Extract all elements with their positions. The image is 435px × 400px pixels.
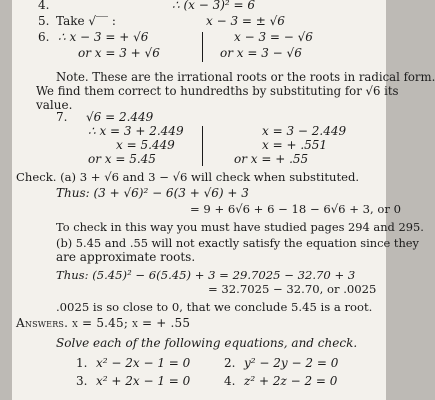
- check-paragraph-2: .0025 is so close to 0, that we conclude 5.45 is a root.: [56, 300, 373, 314]
- step-6-left-line-2: or x = 3 + √6: [78, 46, 160, 60]
- step-4-equation: ∴ (x − 3)² = 6: [172, 0, 256, 12]
- step-7-divider: [202, 126, 203, 166]
- check-a: Check. (a) 3 + √6 and 3 − √6 will check when substituted.: [16, 170, 360, 184]
- exercise-number: 2.: [224, 356, 236, 370]
- exercise-number: 3.: [76, 374, 88, 388]
- exercise-equation: y² − 2y − 2 = 0: [244, 356, 339, 370]
- step-7-left-line-4: or x = 5.45: [88, 152, 156, 166]
- step-5-number: 5.: [38, 14, 50, 28]
- answers-line: Answers. x = 5.45; x = + .55: [16, 316, 191, 330]
- step-6-number: 6.: [38, 30, 50, 44]
- check-thus-1-result: = 9 + 6√6 + 6 − 18 − 6√6 + 3, or 0: [190, 202, 401, 216]
- note-line-1: Note. These are the irrational roots or the roots in radical form.: [56, 70, 435, 84]
- step-6-divider: [202, 32, 203, 62]
- step-5-label: Take √‾‾ :: [56, 14, 116, 28]
- step-6-left-line-1: ∴ x − 3 = + √6: [58, 30, 149, 44]
- exercise-equation: x² − 2x − 1 = 0: [96, 356, 191, 370]
- note-line-2: We find them correct to hundredths by substituting for √6 its: [36, 84, 399, 98]
- textbook-page: [12, 0, 435, 400]
- step-7-number: 7.: [56, 110, 68, 124]
- step-7-left-line-2: ∴ x = 3 + 2.449: [88, 124, 184, 138]
- check-thus-1: Thus: (3 + √6)² − 6(3 + √6) + 3: [56, 186, 249, 200]
- step-7-left-line-3: x = 5.449: [116, 138, 175, 152]
- exercise-instruction: Solve each of the following equations, and check.: [56, 336, 358, 350]
- exercise-equation: z² + 2z − 2 = 0: [244, 374, 338, 388]
- step-4-number: 4.: [38, 0, 50, 12]
- exercise-number: 1.: [76, 356, 88, 370]
- check-b-line-2: are approximate roots.: [56, 250, 196, 264]
- step-5-equation: x − 3 = ± √6: [206, 14, 285, 28]
- step-7-right-line-3: or x = + .55: [234, 152, 309, 166]
- step-7-right-line-2: x = + .551: [262, 138, 328, 152]
- note-line-3: value.: [36, 98, 73, 112]
- check-thus-2: Thus: (5.45)² − 6(5.45) + 3 = 29.7025 − 32.70 + 3: [56, 268, 356, 282]
- exercise-equation: x² + 2x − 1 = 0: [96, 374, 191, 388]
- step-6-right-line-1: x − 3 = − √6: [234, 30, 313, 44]
- step-7-right-line-1: x = 3 − 2.449: [262, 124, 347, 138]
- check-paragraph-1: To check in this way you must have studied pages 294 and 295.: [56, 220, 424, 234]
- check-thus-2-result: = 32.7025 − 32.70, or .0025: [208, 282, 377, 296]
- step-7-left-line-1: √6 = 2.449: [86, 110, 154, 124]
- step-6-right-line-2: or x = 3 − √6: [220, 46, 302, 60]
- check-b-line-1: (b) 5.45 and .55 will not exactly satisfy the equation since they: [56, 236, 419, 250]
- exercise-number: 4.: [224, 374, 236, 388]
